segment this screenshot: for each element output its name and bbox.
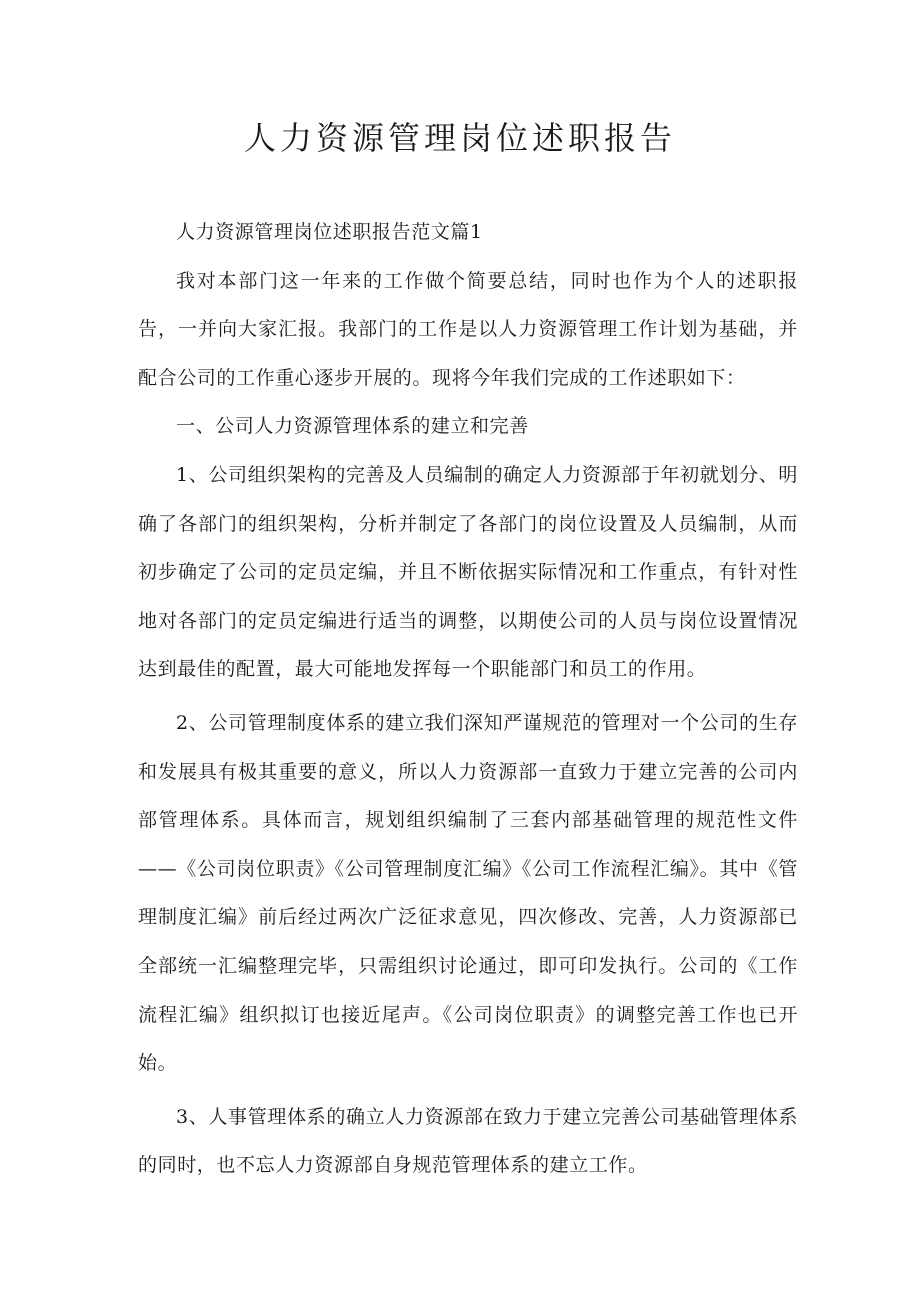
subsection-heading: 一、公司人力资源管理体系的建立和完善	[176, 415, 529, 438]
paragraph-item-1: 1、公司组织架构的完善及人员编制的确定人力资源部于年初就划分、明确了各部门的组织架构，分析并制定了各部门的岗位设置及人员编制，从而初步确定了公司的定员定编，并且不断依据实际情况和工作重点，有针对性地对各部门的定员定编进行适当的调整，以期使公司的人员与岗位设置情况达到最佳的配置，最大可能地发挥每一个职能部门和员工的作用。	[138, 463, 798, 681]
paragraph-item-3: 3、人事管理体系的确立人力资源部在致力于建立完善公司基础管理体系的同时，也不忘人力资源部自身规范管理体系的建立工作。	[138, 1105, 798, 1177]
document-body	[138, 208, 798, 1190]
intro-paragraph: 我对本部门这一年来的工作做个简要总结，同时也作为个人的述职报告，一并向大家汇报。我部门的工作是以人力资源管理工作计划为基础，并配合公司的工作重心逐步开展的。现将今年我们完成的工作述职如下：	[138, 269, 798, 389]
section-heading: 人力资源管理岗位述职报告范文篇1	[176, 221, 483, 243]
document-title: 人力资源管理岗位述职报告	[243, 119, 676, 157]
paragraph-item-2: 2、公司管理制度体系的建立我们深知严谨规范的管理对一个公司的生存和发展具有极其重要的意义，所以人力资源部一直致力于建立完善的公司内部管理体系。具体而言，规划组织编制了三套内部基础管理的规范性文件——《公司岗位职责》《公司管理制度汇编》《公司工作流程汇编》。其中《管理制度汇编》前后经过两次广泛征求意见，四次修改、完善，人力资源部已全部统一汇编整理完毕，只需组织讨论通过，即可印发执行。公司的《工作流程汇编》组织拟订也接近尾声。《公司岗位职责》的调整完善工作也已开始。	[138, 711, 798, 1075]
